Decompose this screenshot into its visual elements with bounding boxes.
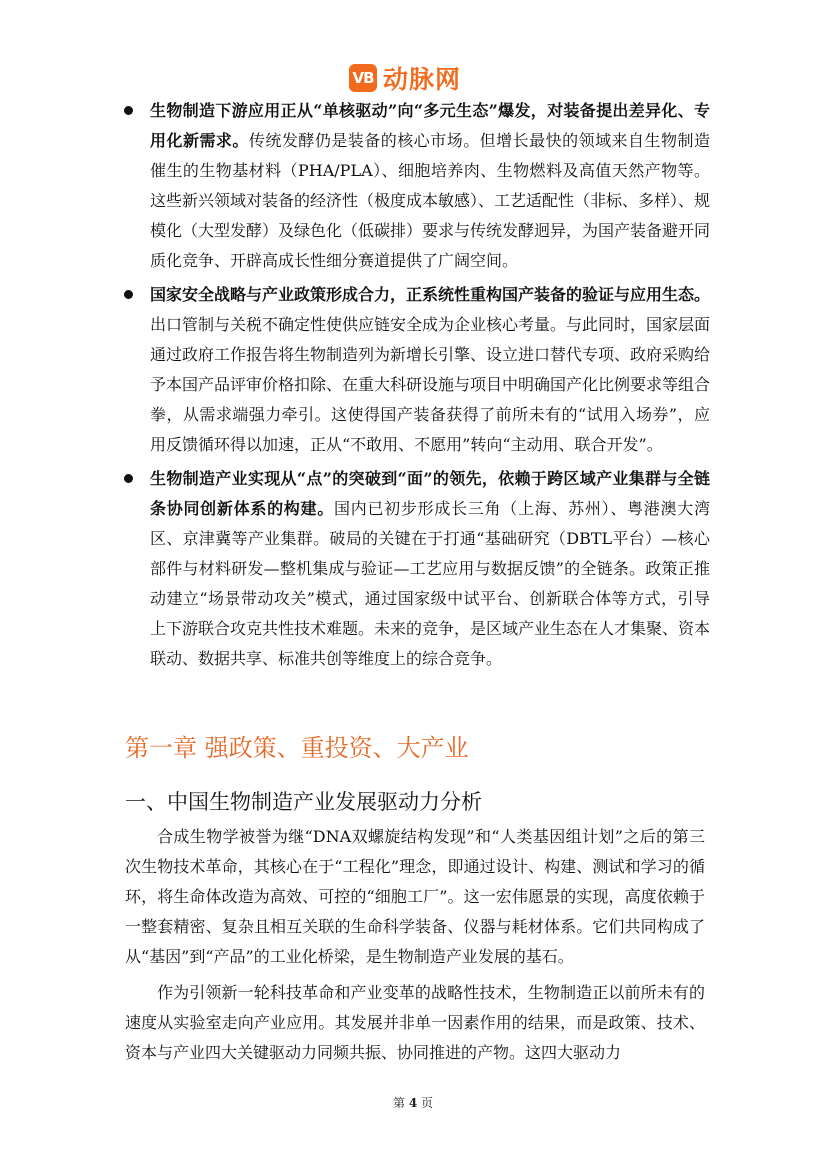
bullet-text: 出口管制与关税不确定性使供应链安全成为企业核心考量。与此同时，国家层面通过政府工作报告将生物制造列为新增长引擎、设立进口替代专项、政府采购给予本国产品评审价格扣除、在重大科研设施与项目中明确国产化比例要求等组合拳，从需求端强力牵引。这使得国产装备获得了前所未有的“试用入场券”，应用反馈循环得以加速，正从“不敢用、不愿用”转向“主动用、联合开发”。 xyxy=(150,315,711,454)
bullet-text: 国内已初步形成长三角（上海、苏州）、粤港澳大湾区、京津冀等产业集群。破局的关键在于打通“基础研究（DBTL平台）—核心部件与材料研发—整机集成与验证—工艺应用与数据反馈”的全链条。政策正推动建立“场景带动攻关”模式，通过国家级中试平台、创新联合体等方式，引导上下游联合攻克共性技术难题。未来的竞争，是区域产业生态在人才集聚、资本联动、数据共享、标准共创等维度上的综合竞争。 xyxy=(150,499,711,668)
list-item xyxy=(150,280,710,460)
chapter-title: 第一章 强政策、重投资、大产业 xyxy=(125,734,469,762)
section-title: 一、中国生物制造产业发展驱动力分析 xyxy=(125,790,482,814)
bullet-list xyxy=(150,96,710,678)
bullet-paragraph xyxy=(150,96,710,276)
body-paragraph: 作为引领新一轮科技革命和产业变革的战略性技术，生物制造正以前所未有的速度从实验室走向产业应用。其发展并非单一因素作用的结果，而是政策、技术、资本与产业四大关键驱动力同频共振、协同推进的产物。这四大驱动力 xyxy=(125,983,705,1062)
bullet-icon xyxy=(124,474,133,483)
bullet-lead: 生物制造下游应用正从“单核驱动”向“多元生态”爆发，对装备提出差异化、专用化新需求。 xyxy=(150,101,710,150)
bullet-icon xyxy=(124,290,133,299)
page-footer xyxy=(0,1094,826,1111)
body-paragraph: 合成生物学被誉为继“DNA双螺旋结构发现”和“人类基因组计划”之后的第三次生物技术革命，其核心在于“工程化”理念，即通过设计、构建、测试和学习的循环，将生命体改造为高效、可控的“细胞工厂”。这一宏伟愿景的实现，高度依赖于一整套精密、复杂且相互关联的生命科学装备、仪器与耗材体系。它们共同构成了从“基因”到“产品”的工业化桥梁，是生物制造产业发展的基石。 xyxy=(125,827,705,966)
footer-suffix: 页 xyxy=(421,1096,434,1110)
bullet-paragraph xyxy=(150,280,710,460)
body-text xyxy=(125,822,705,1074)
footer-prefix: 第 xyxy=(392,1096,405,1110)
bullet-lead: 生物制造产业实现从“点”的突破到“面”的领先，依赖于跨区域产业集群与全链条协同创新体系的构建。 xyxy=(150,469,710,518)
page-number: 4 xyxy=(408,1096,418,1110)
bullet-text: 传统发酵仍是装备的核心市场。但增长最快的领域来自生物制造催生的生物基材料（PHA/PLA）、细胞培养肉、生物燃料及高值天然产物等。这些新兴领域对装备的经济性（极度成本敏感）、工艺适配性（非标、多样）、规模化（大型发酵）及绿色化（低碳排）要求与传统发酵迥异，为国产装备避开同质化竞争、开辟高成长性细分赛道提供了广阔空间。 xyxy=(150,131,711,270)
bullet-lead: 国家安全战略与产业政策形成合力，正系统性重构国产装备的验证与应用生态。 xyxy=(150,285,711,304)
list-item xyxy=(150,96,710,276)
list-item xyxy=(150,464,710,674)
logo-text: 动脉网 xyxy=(383,65,462,94)
header-logo xyxy=(349,60,461,96)
logo-icon: VB xyxy=(349,64,377,92)
bullet-paragraph xyxy=(150,464,710,674)
bullet-icon xyxy=(124,106,133,115)
